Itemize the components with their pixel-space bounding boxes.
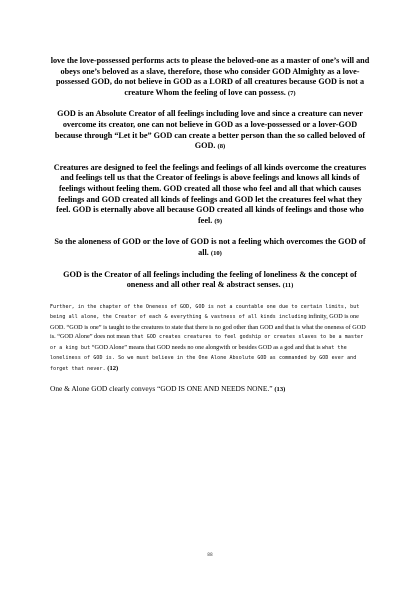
paragraph-12-part-2: infinity, GOD is one GOD. “GOD is one” is taught to the creatures to state that there is no god other than GOD and that is what the oneness of GOD is. “GOD Alone” does not mean xyxy=(50,313,366,341)
paragraph-8-text: GOD is an Absolute Creator of all feelings including love and since a creature can never overcome its creator, one can not believe in GOD as a love-possessed or a lover-GOD because through “Let it be” GOD can create a better person than the so called beloved of GOD. xyxy=(54,109,366,151)
paragraph-7 xyxy=(50,56,370,99)
paragraph-12-part-3: that GOD creates creatures to feel godship or creates slaves to be a master or a king but xyxy=(50,334,364,351)
reference-13: (13) xyxy=(274,386,286,394)
paragraph-11-text: GOD is the Creator of all feelings including the feeling of loneliness & the concept of oneness and all other real & abstract senses. xyxy=(63,269,357,290)
paragraph-9 xyxy=(50,163,370,228)
paragraph-13 xyxy=(50,384,370,395)
reference-12: (12) xyxy=(107,364,119,372)
page-number: 88 xyxy=(207,553,213,558)
paragraph-10-text: So the aloneness of GOD or the love of GOD is not a feeling which overcomes the GOD of all. xyxy=(54,237,366,257)
paragraph-11 xyxy=(50,270,370,292)
reference-7: (7) xyxy=(287,89,296,97)
paragraph-8 xyxy=(50,109,370,152)
reference-8: (8) xyxy=(217,143,226,151)
reference-9: (9) xyxy=(214,217,223,225)
paragraph-12-part-5: what the loneliness of GOD is. So we must believe in the One Alone Absolute GOD as commanded by GOD ever and forget that never. xyxy=(50,344,357,372)
paragraph-12 xyxy=(50,302,370,375)
reference-11: (11) xyxy=(282,282,294,290)
paragraph-9-text: Creatures are designed to feel the feelings and feelings of all kinds overcome the creatures and feelings tell us that the Creator of feelings is above feelings and knows all kinds of feelings without feeling them. GOD created all those who feel and all that which causes feelings and GOD created all kinds of feelings and GOD let the creatures feel what they feel. GOD is eternally above all because GOD created all kinds of feelings and those who feel. xyxy=(53,162,367,225)
paragraph-13-text: One & Alone GOD clearly conveys “GOD IS ONE AND NEEDS NONE.” xyxy=(50,384,273,394)
reference-10: (10) xyxy=(210,249,222,257)
paragraph-12-part-4: “GOD Alone” means that GOD needs no one alongwith or besides GOD as a god and that is xyxy=(91,343,321,351)
paragraph-12-part-1: Further, in the chapter of the Oneness of GOD, GOD is not a countable one due to certain limits, but being all alone, the Creator of each & everything & vastness of all kinds including xyxy=(50,303,360,321)
paragraph-7-text: love the love-possessed performs acts to please the beloved-one as a master of one’s will and obeys one’s beloved as a slave, therefore, those who consider GOD Almighty as a love-possessed GOD, do not believe in GOD as a LORD of all creatures because GOD is not a creature Whom the feeling of love can possess. xyxy=(50,56,370,97)
paragraph-10 xyxy=(50,237,370,259)
